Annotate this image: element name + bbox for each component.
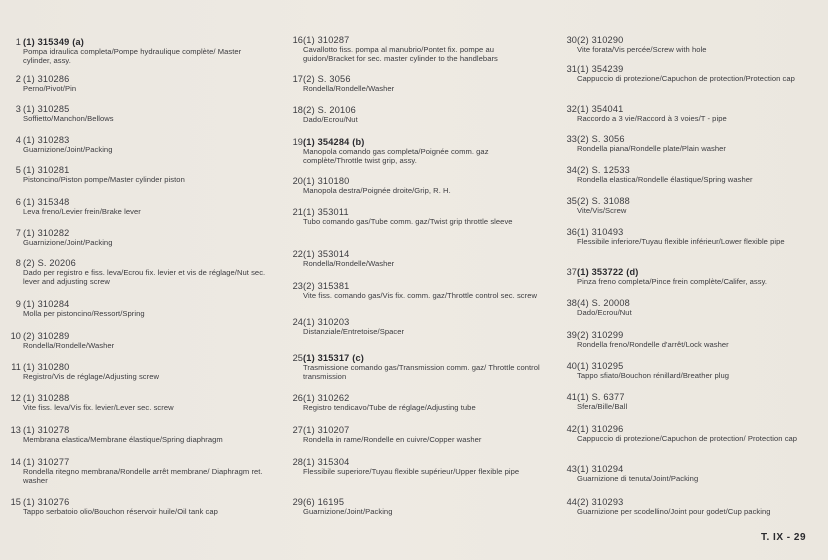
part-description: Raccordo a 3 vie/Raccord à 3 voies/T - pipe: [577, 114, 727, 123]
part-index: 43: [566, 464, 577, 474]
part-number: (1) 310277: [23, 457, 70, 467]
part-index: 2: [15, 74, 21, 84]
part-index: 18: [292, 105, 303, 115]
part-number: (1) 310281: [23, 165, 70, 175]
part-index: 7: [15, 228, 21, 238]
part-number: (1) 353014: [303, 249, 350, 259]
part-number: (2) S. 12533: [577, 165, 630, 175]
part-description: Tappo serbatoio olio/Bouchon réservoir huile/Oil tank cap: [23, 507, 218, 516]
part-number: (1) 310207: [303, 425, 350, 435]
part-description: Vite/Vis/Screw: [577, 206, 627, 215]
part-number: (1) 310280: [23, 362, 70, 372]
part-index: 30: [566, 35, 577, 45]
part-description: Guarnizione per scodellino/Joint pour godet/Cup packing: [577, 507, 771, 516]
part-number: (1) 310493: [577, 227, 624, 237]
part-number: (1) 310285: [23, 104, 70, 114]
part-index: 14: [10, 457, 21, 467]
part-index: 3: [15, 104, 21, 114]
part-number: (1) 310286: [23, 74, 70, 84]
part-number: (2) S. 3056: [577, 134, 625, 144]
part-number: (1) 310295: [577, 361, 624, 371]
part-description: Manopola comando gas completa/Poignée comm. gaz complète/Throttle twist grip, assy.: [303, 147, 489, 166]
part-index: 17: [292, 74, 303, 84]
part-number: (1) 315304: [303, 457, 350, 467]
part-index: 5: [15, 165, 21, 175]
part-description: Rondella/Rondelle/Washer: [303, 259, 395, 268]
part-index: 9: [15, 299, 21, 309]
part-index: 39: [566, 330, 577, 340]
part-index: 35: [566, 196, 577, 206]
part-description: Pompa idraulica completa/Pompe hydraulique complète/ Master cylinder, assy.: [23, 47, 242, 66]
part-index: 24: [292, 317, 303, 327]
part-index: 10: [10, 331, 21, 341]
part-number: (2) S. 3056: [303, 74, 351, 84]
part-index: 25: [292, 353, 303, 363]
part-number: (1) 310287: [303, 35, 350, 45]
part-description: Tubo comando gas/Tube comm. gaz/Twist grip throttle sleeve: [303, 217, 513, 226]
part-index: 31: [566, 64, 577, 74]
part-index: 1: [15, 37, 21, 47]
part-index: 32: [566, 104, 577, 114]
part-description: Perno/Pivot/Pin: [23, 84, 77, 93]
part-description: Guarnizione/Joint/Packing: [23, 145, 113, 154]
part-number: (1) 310283: [23, 135, 70, 145]
part-index: 13: [10, 425, 21, 435]
part-description: Registro tendicavo/Tube de réglage/Adjusting tube: [303, 403, 476, 412]
part-description: Membrana elastica/Membrane élastique/Spring diaphragm: [23, 435, 223, 444]
part-description: Vite forata/Vis percée/Screw with hole: [577, 45, 707, 54]
part-description: Rondella/Rondelle/Washer: [303, 84, 395, 93]
part-description: Soffietto/Manchon/Bellows: [23, 114, 114, 123]
part-number: (1) 354239: [577, 64, 624, 74]
part-index: 40: [566, 361, 577, 371]
part-index: 19: [292, 137, 303, 147]
part-index: 16: [292, 35, 303, 45]
part-index: 23: [292, 281, 303, 291]
part-number: (1) 310284: [23, 299, 70, 309]
part-index: 15: [10, 497, 21, 507]
part-description: Dado per registro e fiss. leva/Ecrou fix. levier et vis de réglage/Nut sec. lever and adjusting screw: [23, 268, 266, 287]
part-index: 11: [11, 362, 21, 372]
part-index: 38: [566, 298, 577, 308]
part-index: 41: [566, 392, 577, 402]
part-description: Sfera/Bille/Ball: [577, 402, 628, 411]
part-number: (2) 310289: [23, 331, 70, 341]
part-description: Vite fiss. leva/Vis fix. levier/Lever sec. screw: [23, 403, 174, 412]
part-number: (1) 310278: [23, 425, 70, 435]
part-description: Cappuccio di protezione/Capuchon de protection/ Protection cap: [577, 434, 798, 443]
part-number: (2) S. 31088: [577, 196, 630, 206]
part-description: Rondella in rame/Rondelle en cuivre/Copper washer: [303, 435, 482, 444]
part-number: (1) S. 6377: [577, 392, 625, 402]
part-number: (1) 354284 (b): [303, 137, 365, 147]
part-number: (1) 354041: [577, 104, 624, 114]
part-description: Rondella/Rondelle/Washer: [23, 341, 115, 350]
part-number: (1) 310296: [577, 424, 624, 434]
part-description: Pistoncino/Piston pompe/Master cylinder piston: [23, 175, 185, 184]
part-description: Cappuccio di protezione/Capuchon de protection/Protection cap: [577, 74, 795, 83]
part-number: (1) 310203: [303, 317, 350, 327]
part-description: Rondella ritegno membrana/Rondelle arrêt membrane/ Diaphragm ret. washer: [23, 467, 263, 486]
part-description: Cavallotto fiss. pompa al manubrio/Pontet fix. pompe au guidon/Bracket for sec. master cylinder to the handlebars: [303, 45, 498, 64]
part-number: (1) 310288: [23, 393, 70, 403]
part-description: Guarnizione di tenuta/Joint/Packing: [577, 474, 699, 483]
part-description: Rondella elastica/Rondelle élastique/Spring washer: [577, 175, 753, 184]
part-number: (1) 310262: [303, 393, 350, 403]
part-description: Trasmissione comando gas/Transmission comm. gaz/ Throttle control transmission: [303, 363, 540, 382]
part-number: (6) 16195: [303, 497, 345, 507]
part-number: (2) 310290: [577, 35, 624, 45]
part-description: Pinza freno completa/Pince frein complète/Califer, assy.: [577, 277, 768, 286]
page-number: T. IX - 29: [760, 532, 806, 543]
part-description: Tappo sfiato/Bouchon rénillard/Breather plug: [577, 371, 730, 380]
part-index: 20: [292, 176, 303, 186]
part-index: 29: [292, 497, 303, 507]
part-description: Dado/Ecrou/Nut: [577, 308, 632, 317]
part-index: 34: [566, 165, 577, 175]
part-index: 28: [292, 457, 303, 467]
part-index: 6: [15, 197, 21, 207]
part-number: (1) 315317 (c): [303, 353, 365, 363]
part-index: 22: [292, 249, 303, 259]
part-description: Molla per pistoncino/Ressort/Spring: [23, 309, 145, 318]
part-number: (1) 310276: [23, 497, 70, 507]
part-index: 27: [292, 425, 303, 435]
part-index: 37: [566, 267, 577, 277]
part-number: (1) 353722 (d): [577, 267, 639, 277]
part-number: (2) S. 20106: [303, 105, 356, 115]
part-description: Guarnizione/Joint/Packing: [23, 238, 113, 247]
part-number: (4) S. 20008: [577, 298, 630, 308]
part-number: (2) S. 20206: [23, 258, 76, 268]
part-number: (1) 310180: [303, 176, 350, 186]
part-number: (1) 310294: [577, 464, 624, 474]
part-index: 42: [566, 424, 577, 434]
part-index: 21: [292, 207, 303, 217]
part-number: (1) 315348: [23, 197, 70, 207]
part-number: (1) 310282: [23, 228, 70, 238]
part-description: Guarnizione/Joint/Packing: [303, 507, 393, 516]
part-index: 44: [566, 497, 577, 507]
part-index: 8: [15, 258, 21, 268]
part-description: Rondella freno/Rondelle d'arrêt/Lock washer: [577, 340, 729, 349]
part-description: Flessibile inferiore/Tuyau flexible inférieur/Lower flexible pipe: [577, 237, 785, 246]
part-number: (2) 315381: [303, 281, 350, 291]
part-description: Dado/Ecrou/Nut: [303, 115, 358, 124]
part-number: (2) 310293: [577, 497, 624, 507]
part-description: Leva freno/Levier frein/Brake lever: [23, 207, 141, 216]
part-number: (2) 310299: [577, 330, 624, 340]
part-description: Rondella piana/Rondelle plate/Plain washer: [577, 144, 727, 153]
part-index: 33: [566, 134, 577, 144]
part-description: Flessibile superiore/Tuyau flexible supérieur/Upper flexible pipe: [303, 467, 520, 476]
part-description: Registro/Vis de réglage/Adjusting screw: [23, 372, 160, 381]
part-index: 12: [10, 393, 21, 403]
part-number: (1) 315349 (a): [23, 37, 85, 47]
part-description: Vite fiss. comando gas/Vis fix. comm. gaz/Throttle control sec. screw: [303, 291, 538, 300]
part-description: Distanziale/Entretoise/Spacer: [303, 327, 405, 336]
part-number: (1) 353011: [303, 207, 349, 217]
part-description: Manopola destra/Poignée droite/Grip, R. H.: [303, 186, 451, 195]
part-index: 26: [292, 393, 303, 403]
part-index: 36: [566, 227, 577, 237]
part-index: 4: [15, 135, 21, 145]
